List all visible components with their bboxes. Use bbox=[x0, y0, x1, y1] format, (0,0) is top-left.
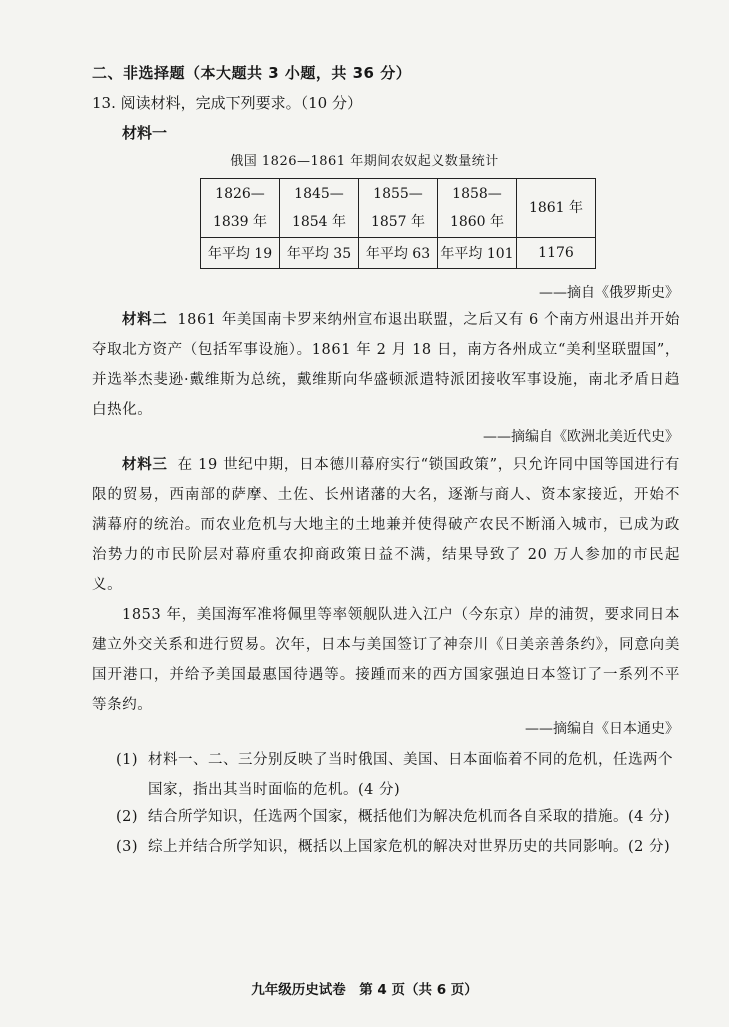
sub-question-2: (2) 结合所学知识，任选两个国家，概括他们为解决危机而各自采取的措施。(4 分) bbox=[116, 809, 671, 825]
material3-label: 材料三 bbox=[122, 457, 168, 473]
section-title: 二、非选择题（本大题共 3 小题，共 36 分） bbox=[92, 64, 412, 82]
material2-label: 材料二 bbox=[122, 312, 168, 328]
material3-paragraph-2 bbox=[92, 600, 680, 720]
material2-source: ——摘编自《欧洲北美近代史》 bbox=[483, 429, 679, 445]
table-header-cell: 1861 年 bbox=[517, 179, 596, 238]
table-header-cell: 1845— 1854 年 bbox=[280, 179, 359, 238]
material2-paragraph bbox=[92, 305, 680, 425]
table-value-cell: 年平均 101 bbox=[438, 238, 517, 269]
table-value-cell: 1176 bbox=[517, 238, 596, 269]
material1-label: 材料一 bbox=[122, 124, 168, 142]
material3-source: ——摘编自《日本通史》 bbox=[525, 721, 679, 737]
table-value-cell: 年平均 35 bbox=[280, 238, 359, 269]
uprising-table bbox=[200, 178, 596, 269]
material3-text1: 在 19 世纪中期，日本德川幕府实行“锁国政策”，只允许同中国等国进行有限的贸易，西南部的萨摩、土佐、长州诸藩的大名，逐渐与商人、资本家接近，开始不满幕府的统治。而农业危机与大地主的土地兼并使得破产农民不断涌入城市，已成为政治势力的市民阶层对幕府重农抑商政策日益不满，结果导致了 20 万人参加的市民起义。 bbox=[92, 457, 680, 593]
sub-question-3: (3) 综上并结合所学知识，概括以上国家危机的解决对世界历史的共同影响。(2 分) bbox=[116, 839, 671, 855]
material1-source: ——摘自《俄罗斯史》 bbox=[539, 285, 679, 301]
table-header-cell: 1826— 1839 年 bbox=[201, 179, 280, 238]
question-title: 13. 阅读材料，完成下列要求。（10 分） bbox=[92, 94, 362, 112]
table-value-cell: 年平均 63 bbox=[359, 238, 438, 269]
material3-text2: 1853 年，美国海军准将佩里等率领舰队进入江户（今东京）岸的浦贺，要求同日本建立外交关系和进行贸易。次年，日本与美国签订了神奈川《日美亲善条约》，同意向美国开港口，并给予美国最惠国待遇等。接踵而来的西方国家强迫日本签订了一系列不平等条约。 bbox=[92, 607, 680, 713]
table-title: 俄国 1826—1861 年期间农奴起义数量统计 bbox=[230, 154, 499, 169]
table-header-cell: 1858— 1860 年 bbox=[438, 179, 517, 238]
sub-question-1: (1) 材料一、二、三分别反映了当时俄国、美国、日本面临着不同的危机，任选两个国家，指出其当时面临的危机。(4 分) bbox=[116, 752, 673, 798]
table-value-cell: 年平均 19 bbox=[201, 238, 280, 269]
material3-paragraph bbox=[92, 450, 680, 600]
page-footer: 九年级历史试卷 第 4 页（共 6 页） bbox=[251, 982, 478, 998]
material2-text: 1861 年美国南卡罗来纳州宣布退出联盟，之后又有 6 个南方州退出并开始夺取北方资产（包括军事设施）。1861 年 2 月 18 日，南方各州成立“美利坚联盟国”，并选举杰斐逊·戴维斯为总统，戴维斯向华盛顿派遣特派团接收军事设施，南北矛盾日趋白热化。 bbox=[92, 312, 680, 418]
table-header-cell: 1855— 1857 年 bbox=[359, 179, 438, 238]
